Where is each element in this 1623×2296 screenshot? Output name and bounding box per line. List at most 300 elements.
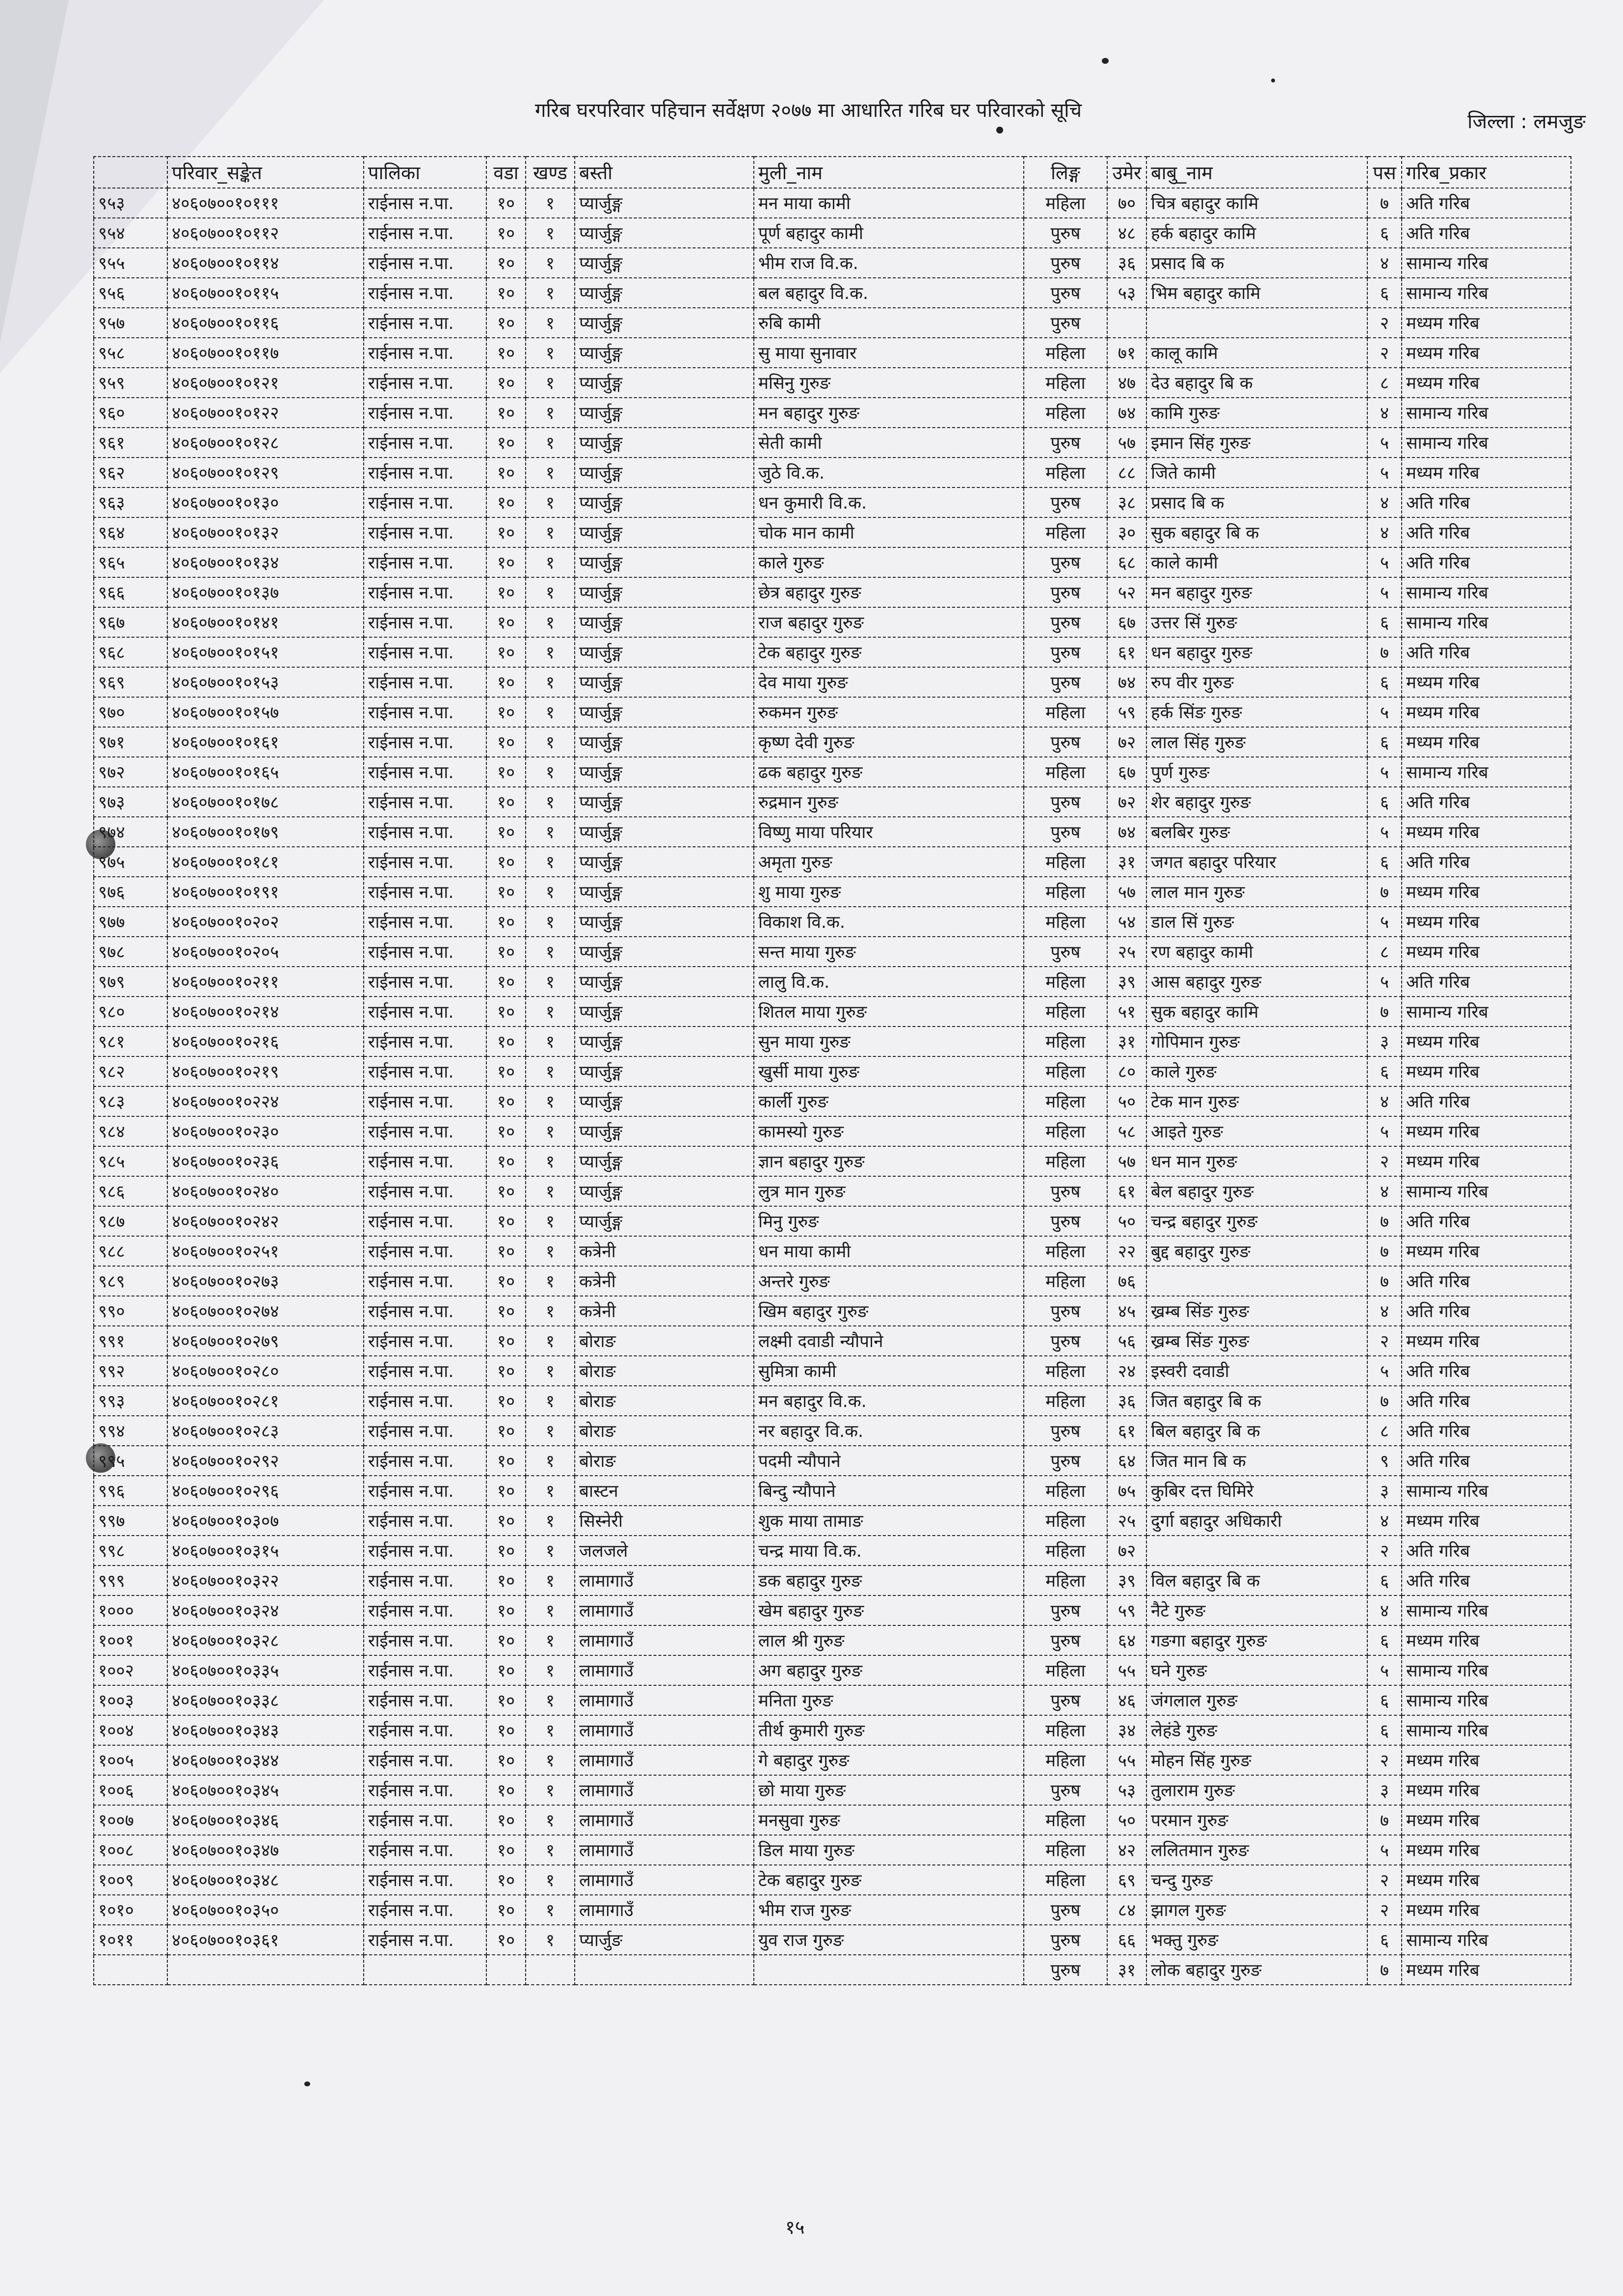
table-row	[94, 1685, 1571, 1715]
age-cell: २५	[1107, 1506, 1146, 1536]
household-code-cell: ४०६०७००१०११६	[167, 308, 364, 338]
serial-cell: ९७१	[94, 727, 167, 757]
ward-cell: १०	[486, 1506, 526, 1536]
head-name-cell: युव राज गुरुङ	[754, 1925, 1024, 1955]
family-size-cell: ७	[1367, 1206, 1402, 1236]
household-code-cell: ४०६०७००१०१६१	[167, 727, 364, 757]
age-cell: ६७	[1107, 757, 1146, 787]
family-size-cell: ६	[1367, 667, 1402, 697]
ward-cell: १०	[486, 637, 526, 667]
head-name-cell: मन बहादुर वि.क.	[754, 1386, 1024, 1416]
table-row	[94, 1745, 1571, 1775]
ward-cell: १०	[486, 907, 526, 937]
poverty-type-cell: अति गरिब	[1402, 967, 1571, 997]
head-name-cell: शु माया गुरुङ	[754, 877, 1024, 907]
block-cell: १	[526, 1715, 575, 1745]
poverty-type-cell: अति गरिब	[1402, 487, 1571, 517]
gender-cell: महिला	[1024, 997, 1107, 1026]
gender-cell: महिला	[1024, 1655, 1107, 1685]
table-row	[94, 847, 1571, 877]
municipality-cell: राईनास न.पा.	[364, 1416, 486, 1446]
head-name-cell: शितल माया गुरुङ	[754, 997, 1024, 1026]
head-name-cell: डिल माया गुरुङ	[754, 1835, 1024, 1865]
father-name-cell: काले गुरुङ	[1146, 1056, 1367, 1086]
head-name-cell: सन्त माया गुरुङ	[754, 937, 1024, 967]
family-size-cell: ४	[1367, 487, 1402, 517]
gender-cell: महिला	[1024, 188, 1107, 218]
settlement-cell: प्यार्जुङ्ग	[575, 1086, 754, 1116]
table-row	[94, 1266, 1571, 1296]
age-cell: ५७	[1107, 428, 1146, 458]
municipality-cell: राईनास न.पा.	[364, 1715, 486, 1745]
municipality-cell: राईनास न.पा.	[364, 1506, 486, 1536]
table-row	[94, 877, 1571, 907]
household-code-cell: ४०६०७००१०२८३	[167, 1416, 364, 1446]
household-code-cell: ४०६०७००१०२१४	[167, 997, 364, 1026]
father-name-cell: विल बहादुर बि क	[1146, 1566, 1367, 1595]
family-size-cell: ७	[1367, 1955, 1402, 1985]
household-code-cell: ४०६०७००१०३६१	[167, 1925, 364, 1955]
gender-cell: महिला	[1024, 1805, 1107, 1835]
ward-cell: १०	[486, 1625, 526, 1655]
household-code-cell: ४०६०७००१०११४	[167, 248, 364, 278]
head-name-cell: विष्णु माया परियार	[754, 817, 1024, 847]
block-cell: १	[526, 847, 575, 877]
municipality-cell: राईनास न.पा.	[364, 907, 486, 937]
poverty-type-cell: मध्यम गरिब	[1402, 1745, 1571, 1775]
block-cell: १	[526, 278, 575, 308]
block-cell: १	[526, 1116, 575, 1146]
father-name-cell	[1146, 308, 1367, 338]
gender-cell: महिला	[1024, 398, 1107, 428]
head-name-cell: सुमित्रा कामी	[754, 1356, 1024, 1386]
settlement-cell: बोराङ	[575, 1326, 754, 1356]
serial-cell: ९७०	[94, 697, 167, 727]
ward-cell: १०	[486, 218, 526, 248]
age-cell: ४५	[1107, 1296, 1146, 1326]
block-cell: १	[526, 1356, 575, 1386]
gender-cell: महिला	[1024, 907, 1107, 937]
municipality-cell: राईनास न.पा.	[364, 487, 486, 517]
father-name-cell: गोपिमान गुरुङ	[1146, 1026, 1367, 1056]
table-row	[94, 1446, 1571, 1476]
poverty-type-cell: मध्यम गरिब	[1402, 877, 1571, 907]
municipality-cell: राईनास न.पा.	[364, 1925, 486, 1955]
municipality-cell: राईनास न.पा.	[364, 428, 486, 458]
age-cell: ४७	[1107, 368, 1146, 398]
serial-cell: ९५९	[94, 368, 167, 398]
family-size-cell: ७	[1367, 1266, 1402, 1296]
gender-cell: महिला	[1024, 1146, 1107, 1176]
father-name-cell: धन मान गुरुङ	[1146, 1146, 1367, 1176]
district-label: जिल्ला : लमजुङ	[1467, 110, 1586, 133]
father-name-cell: लाल मान गुरुङ	[1146, 877, 1367, 907]
household-code-cell: ४०६०७००१०३०७	[167, 1506, 364, 1536]
father-name-cell: भिम बहादुर कामि	[1146, 278, 1367, 308]
household-code-cell: ४०६०७००१०२७३	[167, 1266, 364, 1296]
poverty-type-cell: मध्यम गरिब	[1402, 1865, 1571, 1895]
gender-cell: पुरुष	[1024, 577, 1107, 607]
serial-cell: ९८९	[94, 1266, 167, 1296]
family-size-cell: ८	[1367, 937, 1402, 967]
serial-cell: ९८१	[94, 1026, 167, 1056]
municipality-cell: राईनास न.पा.	[364, 877, 486, 907]
family-size-cell: २	[1367, 1895, 1402, 1925]
municipality-cell: राईनास न.पा.	[364, 1536, 486, 1566]
age-cell: ५७	[1107, 877, 1146, 907]
family-size-cell: ६	[1367, 1685, 1402, 1715]
age-cell: ३१	[1107, 1026, 1146, 1056]
age-cell: ६७	[1107, 607, 1146, 637]
settlement-cell: प्यार्जुङ्ग	[575, 787, 754, 817]
household-code-cell: ४०६०७००१०३४४	[167, 1745, 364, 1775]
municipality-cell: राईनास न.पा.	[364, 218, 486, 248]
serial-cell: ९९१	[94, 1326, 167, 1356]
father-name-cell: तुलाराम गुरुङ	[1146, 1775, 1367, 1805]
ward-cell: १०	[486, 517, 526, 547]
table-row	[94, 1625, 1571, 1655]
age-cell: २५	[1107, 937, 1146, 967]
age-cell: ५१	[1107, 997, 1146, 1026]
serial-cell: १०००	[94, 1595, 167, 1625]
ward-cell: १०	[486, 1805, 526, 1835]
gender-cell: पुरुष	[1024, 1955, 1107, 1985]
household-code-cell: ४०६०७००१०२७४	[167, 1296, 364, 1326]
ward-cell: १०	[486, 1745, 526, 1775]
age-cell	[1107, 308, 1146, 338]
age-cell: ३४	[1107, 1715, 1146, 1745]
municipality-cell: राईनास न.पा.	[364, 368, 486, 398]
poverty-type-cell: सामान्य गरिब	[1402, 1655, 1571, 1685]
settlement-cell: बोराङ	[575, 1446, 754, 1476]
gender-cell: महिला	[1024, 1835, 1107, 1865]
family-size-cell: ३	[1367, 1775, 1402, 1805]
gender-cell: महिला	[1024, 1026, 1107, 1056]
column-header	[94, 157, 167, 188]
municipality-cell: राईनास न.पा.	[364, 967, 486, 997]
gender-cell: महिला	[1024, 517, 1107, 547]
gender-cell: पुरुष	[1024, 1895, 1107, 1925]
block-cell: १	[526, 1326, 575, 1356]
household-code-cell: ४०६०७००१०३४३	[167, 1715, 364, 1745]
gender-cell: महिला	[1024, 1266, 1107, 1296]
family-size-cell: २	[1367, 1745, 1402, 1775]
poverty-type-cell: मध्यम गरिब	[1402, 1775, 1571, 1805]
serial-cell: ९७६	[94, 877, 167, 907]
father-name-cell: ललितमान गुरुङ	[1146, 1835, 1367, 1865]
household-code-cell: ४०६०७००१०३४६	[167, 1805, 364, 1835]
household-code-cell: ४०६०७००१०१११	[167, 188, 364, 218]
ward-cell: १०	[486, 398, 526, 428]
age-cell: ७५	[1107, 1476, 1146, 1506]
household-code-cell: ४०६०७००१०२१९	[167, 1056, 364, 1086]
table-row	[94, 517, 1571, 547]
table-row	[94, 1805, 1571, 1835]
settlement-cell: प्यार्जुङ्ग	[575, 1176, 754, 1206]
household-code-cell: ४०६०७००१०३४७	[167, 1835, 364, 1865]
serial-cell: ९६८	[94, 637, 167, 667]
settlement-cell: कत्रेनी	[575, 1266, 754, 1296]
household-code-cell: ४०६०७००१०२०२	[167, 907, 364, 937]
gender-cell: पुरुष	[1024, 1925, 1107, 1955]
poverty-type-cell: मध्यम गरिब	[1402, 368, 1571, 398]
ward-cell: १०	[486, 458, 526, 487]
poverty-type-cell: मध्यम गरिब	[1402, 1056, 1571, 1086]
ward-cell: १०	[486, 697, 526, 727]
head-name-cell: पूर्ण बहादुर कामी	[754, 218, 1024, 248]
scan-speck	[1102, 58, 1109, 64]
ward-cell: १०	[486, 1566, 526, 1595]
municipality-cell: राईनास न.पा.	[364, 458, 486, 487]
family-size-cell: ६	[1367, 1566, 1402, 1595]
serial-cell: ९७७	[94, 907, 167, 937]
age-cell: ७४	[1107, 667, 1146, 697]
block-cell: १	[526, 1476, 575, 1506]
municipality-cell: राईनास न.पा.	[364, 1356, 486, 1386]
settlement-cell: प्यार्जुङ्ग	[575, 667, 754, 697]
settlement-cell: लामागाउँ	[575, 1805, 754, 1835]
age-cell: ३१	[1107, 1955, 1146, 1985]
household-code-cell: ४०६०७००१०२११	[167, 967, 364, 997]
household-code-cell: ४०६०७००१०१३२	[167, 517, 364, 547]
household-code-cell: ४०६०७००१०३३८	[167, 1685, 364, 1715]
gender-cell: महिला	[1024, 847, 1107, 877]
head-name-cell: बिन्दु न्यौपाने	[754, 1476, 1024, 1506]
settlement-cell: प्यार्जुङ्ग	[575, 1206, 754, 1236]
ward-cell: १०	[486, 1715, 526, 1745]
municipality-cell: राईनास न.पा.	[364, 517, 486, 547]
age-cell: ७४	[1107, 817, 1146, 847]
settlement-cell: प्यार्जुङ्ग	[575, 248, 754, 278]
gender-cell: महिला	[1024, 1506, 1107, 1536]
age-cell: ८८	[1107, 458, 1146, 487]
age-cell: ५३	[1107, 1775, 1146, 1805]
age-cell: ५२	[1107, 577, 1146, 607]
table-row	[94, 218, 1571, 248]
gender-cell: महिला	[1024, 1236, 1107, 1266]
gender-cell: पुरुष	[1024, 218, 1107, 248]
father-name-cell: सुक बहादुर बि क	[1146, 517, 1367, 547]
settlement-cell: प्यार्जुङ्ग	[575, 458, 754, 487]
gender-cell: महिला	[1024, 368, 1107, 398]
serial-cell: ९६०	[94, 398, 167, 428]
poverty-type-cell: मध्यम गरिब	[1402, 1236, 1571, 1266]
head-name-cell: रुबि कामी	[754, 308, 1024, 338]
column-header: लिङ्ग	[1024, 157, 1107, 188]
settlement-cell: प्यार्जुङ्ग	[575, 188, 754, 218]
poverty-type-cell: मध्यम गरिब	[1402, 907, 1571, 937]
settlement-cell: प्यार्जुङ्ग	[575, 487, 754, 517]
ward-cell: १०	[486, 937, 526, 967]
block-cell: १	[526, 1056, 575, 1086]
family-size-cell: ४	[1367, 1176, 1402, 1206]
household-code-cell: ४०६०७००१०३२२	[167, 1566, 364, 1595]
block-cell: १	[526, 1026, 575, 1056]
father-name-cell: जित मान बि क	[1146, 1446, 1367, 1476]
table-row	[94, 1506, 1571, 1536]
settlement-cell: प्यार्जुङ्ग	[575, 428, 754, 458]
father-name-cell: काले कामी	[1146, 547, 1367, 577]
gender-cell: पुरुष	[1024, 1296, 1107, 1326]
father-name-cell	[1146, 1536, 1367, 1566]
municipality-cell: राईनास न.पा.	[364, 1056, 486, 1086]
block-cell: १	[526, 697, 575, 727]
household-code-cell: ४०६०७००१०२९६	[167, 1476, 364, 1506]
household-code-cell: ४०६०७००१०३४८	[167, 1865, 364, 1895]
head-name-cell: धन कुमारी वि.क.	[754, 487, 1024, 517]
ward-cell: १०	[486, 1356, 526, 1386]
family-size-cell: ६	[1367, 727, 1402, 757]
poverty-type-cell: सामान्य गरिब	[1402, 1685, 1571, 1715]
gender-cell: पुरुष	[1024, 1176, 1107, 1206]
poverty-type-cell: अति गरिब	[1402, 1446, 1571, 1476]
gender-cell: पुरुष	[1024, 1775, 1107, 1805]
column-header: मुली_नाम	[754, 157, 1024, 188]
ward-cell: १०	[486, 1176, 526, 1206]
municipality-cell: राईनास न.पा.	[364, 817, 486, 847]
settlement-cell: प्यार्जुङ्ग	[575, 577, 754, 607]
father-name-cell: चन्दु गुरुङ	[1146, 1865, 1367, 1895]
poverty-type-cell: मध्यम गरिब	[1402, 1026, 1571, 1056]
ward-cell: १०	[486, 1416, 526, 1446]
serial-cell: ९६९	[94, 667, 167, 697]
municipality-cell: राईनास न.पा.	[364, 1116, 486, 1146]
municipality-cell: राईनास न.पा.	[364, 188, 486, 218]
father-name-cell: घने गुरुङ	[1146, 1655, 1367, 1685]
ward-cell: १०	[486, 428, 526, 458]
age-cell: ७६	[1107, 1266, 1146, 1296]
table-row	[94, 428, 1571, 458]
table-row	[94, 697, 1571, 727]
table-row	[94, 1925, 1571, 1955]
serial-cell: ९७२	[94, 757, 167, 787]
ward-cell: १०	[486, 487, 526, 517]
father-name-cell: दुर्गा बहादुर अधिकारी	[1146, 1506, 1367, 1536]
poverty-type-cell: मध्यम गरिब	[1402, 937, 1571, 967]
block-cell: १	[526, 667, 575, 697]
settlement-cell: प्यार्जुङ्ग	[575, 937, 754, 967]
father-name-cell: बिल बहादुर बि क	[1146, 1416, 1367, 1446]
table-row	[94, 1056, 1571, 1086]
head-name-cell: विकाश वि.क.	[754, 907, 1024, 937]
father-name-cell: लोक बहादुर गुरुङ	[1146, 1955, 1367, 1985]
poverty-type-cell: अति गरिब	[1402, 188, 1571, 218]
age-cell: ७२	[1107, 727, 1146, 757]
poverty-type-cell: अति गरिब	[1402, 1266, 1571, 1296]
municipality-cell: राईनास न.पा.	[364, 1236, 486, 1266]
serial-cell: ९९४	[94, 1416, 167, 1446]
municipality-cell: राईनास न.पा.	[364, 1086, 486, 1116]
serial-cell: ९७५	[94, 847, 167, 877]
head-name-cell	[754, 1955, 1024, 1985]
block-cell: १	[526, 1206, 575, 1236]
municipality-cell: राईनास न.पा.	[364, 757, 486, 787]
table-header-row	[94, 157, 1571, 188]
poverty-type-cell: अति गरिब	[1402, 1296, 1571, 1326]
settlement-cell: बास्टन	[575, 1476, 754, 1506]
block-cell: १	[526, 1236, 575, 1266]
settlement-cell: प्यार्जुङ्ग	[575, 697, 754, 727]
municipality-cell: राईनास न.पा.	[364, 1625, 486, 1655]
age-cell: ७४	[1107, 398, 1146, 428]
table-row	[94, 907, 1571, 937]
table-row	[94, 547, 1571, 577]
serial-cell: ९९२	[94, 1356, 167, 1386]
block-cell: १	[526, 1176, 575, 1206]
ward-cell: १०	[486, 757, 526, 787]
household-code-cell: ४०६०७००१०२८०	[167, 1356, 364, 1386]
table-row	[94, 368, 1571, 398]
age-cell: ६४	[1107, 1446, 1146, 1476]
age-cell: ६९	[1107, 1865, 1146, 1895]
table-row	[94, 667, 1571, 697]
poverty-type-cell: अति गरिब	[1402, 517, 1571, 547]
block-cell: १	[526, 607, 575, 637]
household-code-cell: ४०६०७००१०३२८	[167, 1625, 364, 1655]
ward-cell: १०	[486, 727, 526, 757]
family-size-cell: ५	[1367, 577, 1402, 607]
gender-cell: पुरुष	[1024, 1416, 1107, 1446]
father-name-cell: चन्द्र बहादुर गुरुङ	[1146, 1206, 1367, 1236]
father-name-cell: कामि गुरुङ	[1146, 398, 1367, 428]
block-cell: १	[526, 1745, 575, 1775]
serial-cell: ९६२	[94, 458, 167, 487]
ward-cell: १०	[486, 1026, 526, 1056]
municipality-cell: राईनास न.पा.	[364, 1805, 486, 1835]
household-code-cell: ४०६०७००१०१५३	[167, 667, 364, 697]
family-size-cell: २	[1367, 1326, 1402, 1356]
block-cell: १	[526, 458, 575, 487]
family-size-cell: ४	[1367, 248, 1402, 278]
block-cell: १	[526, 757, 575, 787]
municipality-cell: राईनास न.पा.	[364, 1176, 486, 1206]
family-size-cell: ५	[1367, 1116, 1402, 1146]
settlement-cell: प्यार्जुङ्ग	[575, 308, 754, 338]
poverty-type-cell: अति गरिब	[1402, 1566, 1571, 1595]
age-cell: २४	[1107, 1356, 1146, 1386]
age-cell: ७२	[1107, 1536, 1146, 1566]
municipality-cell: राईनास न.पा.	[364, 1775, 486, 1805]
serial-cell: १००७	[94, 1805, 167, 1835]
family-size-cell: ९	[1367, 1446, 1402, 1476]
household-code-cell: ४०६०७००१०१९१	[167, 877, 364, 907]
head-name-cell: मन बहादुर गुरुङ	[754, 398, 1024, 428]
gender-cell: पुरुष	[1024, 667, 1107, 697]
poverty-type-cell: सामान्य गरिब	[1402, 577, 1571, 607]
age-cell: ३८	[1107, 487, 1146, 517]
household-code-cell: ४०६०७००१०११५	[167, 278, 364, 308]
head-name-cell: ढक बहादुर गुरुङ	[754, 757, 1024, 787]
head-name-cell: चन्द्र माया वि.क.	[754, 1536, 1024, 1566]
serial-cell: १००९	[94, 1865, 167, 1895]
column-header: खण्ड	[526, 157, 575, 188]
head-name-cell: धन माया कामी	[754, 1236, 1024, 1266]
settlement-cell: प्यार्जुङ्ग	[575, 338, 754, 368]
serial-cell: ९५३	[94, 188, 167, 218]
age-cell: ५५	[1107, 1745, 1146, 1775]
family-size-cell: ५	[1367, 817, 1402, 847]
family-size-cell: ६	[1367, 787, 1402, 817]
household-code-cell: ४०६०७००१०२३०	[167, 1116, 364, 1146]
head-name-cell: काले गुरुङ	[754, 547, 1024, 577]
serial-cell: ९६४	[94, 517, 167, 547]
household-code-cell: ४०६०७००१०२२४	[167, 1086, 364, 1116]
family-size-cell: ५	[1367, 697, 1402, 727]
table-row	[94, 278, 1571, 308]
head-name-cell: भीम राज गुरुङ	[754, 1895, 1024, 1925]
household-code-cell: ४०६०७००१०१२२	[167, 398, 364, 428]
gender-cell: महिला	[1024, 1536, 1107, 1566]
